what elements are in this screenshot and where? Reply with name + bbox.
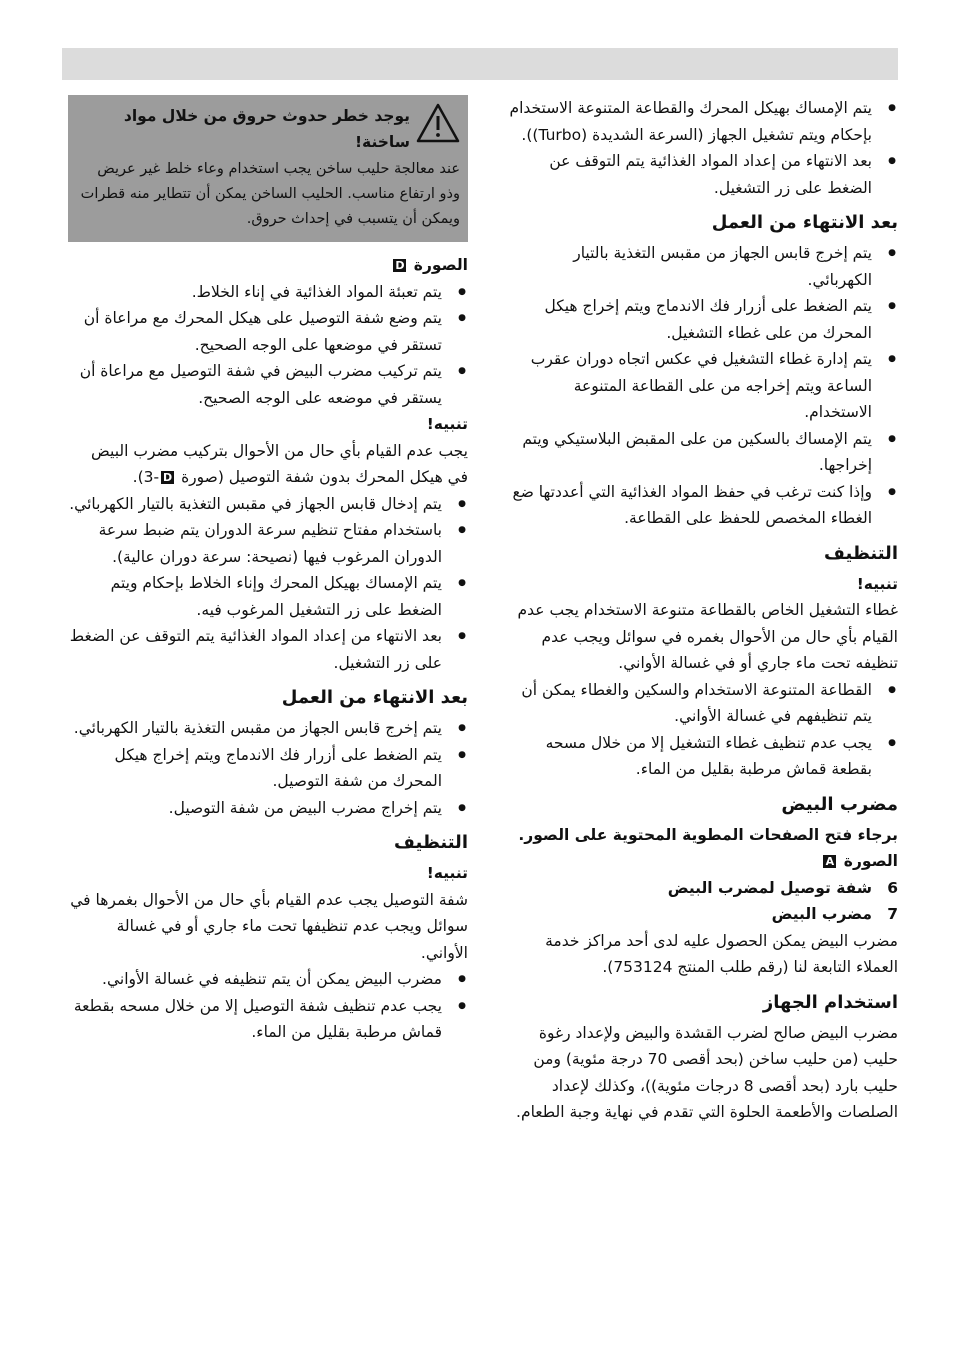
list-item: ● بعد الانتهاء من إعداد المواد الغذائية يتم التوقف عن الضغط على زر التشغيل. [68,623,468,676]
list-item: ● يتم إدخال قابس الجهاز في مقبس التغذية بالتيار الكهربائي. [68,491,468,518]
list-item: ● يجب عدم تنظيف شفة التوصيل إلا من خلال مسحه بقطعة قماش مرطبة بقليل من الماء. [68,993,468,1046]
caution-label: تنبيه! [426,415,468,433]
list-item: ● بعد الانتهاء من إعداد المواد الغذائية يتم التوقف عن الضغط على زر التشغيل. [506,148,898,201]
whisk-text: مضرب البيض يمكن الحصول عليه لدى أحد مراكز خدمة العملاء التابعة لنا (رقم طلب المنتج 753124). [545,931,898,976]
steps-bullets-b [68,491,468,677]
list-item: ● مضرب البيض يمكن أن يتم تنظيفه في غسالة الأواني. [68,966,468,993]
part-number: 6 [887,878,898,897]
list-item: ● يتم الضغط على أزرار فك الاندماج ويتم إخراج هيكل المحرك من على غطاء التشغيل. [506,293,898,346]
warning-header [76,103,460,155]
cleaning-bullets [68,966,468,1046]
list-item: ● يتم تركيب مضرب البيض في شفة التوصيل مع مراعاة أن يستقر في موضعه على الوجه الصحيح. [68,358,468,411]
list-item: ● يتم الإمساك بالسكين من على المقبض البلاستيكي ويتم إخراجها. [506,426,898,479]
figure-letter-icon: A [823,855,836,868]
warning-triangle-icon [416,103,460,143]
warning-title: يوجد خطر حدوث حروق من خلال مواد ساخنة! [123,107,410,151]
list-item: ● يتم الإمساك بهيكل المحرك والقطاعة المتنوعة الاستخدام بإحكام ويتم تشغيل الجهاز (السرعة الشديدة (Turbo)). [506,95,898,148]
part-text: شفة توصيل لمضرب البيض [667,878,872,897]
list-item: ● يتم الضغط على أزرار فك الاندماج ويتم إخراج هيكل المحرك من شفة التوصيل. [68,742,468,795]
warning-text: عند معالجة حليب ساخن يجب استخدام وعاء خلط غير عريض وذو ارتفاع مناسب. الحليب الساخن يمكن أن تتطاير منه قطرات ويمكن أن يتسبب في إحداث حروق. [80,161,460,227]
list-item: ● يجب عدم تنظيف غطاء التشغيل إلا من خلال مسحه بقطعة قماش مرطبة بقليل من الماء. [506,730,898,783]
steps-bullets-a [68,279,468,412]
section-heading-cleaning: التنظيف [394,832,468,853]
part-item [506,901,898,928]
list-item: ● يتم تعبئة المواد الغذائية في إناء الخلاط. [68,279,468,306]
list-item: ● يتم إخرج قابس الجهاز من مقبس التغذية بالتيار الكهربائي. [506,240,898,293]
list-item: ● باستخدام مفتاح تنظيم سرعة الدوران يتم ضبط سرعة الدوران المرغوب فيها (نصيحة: سرعة دوران عالية). [68,517,468,570]
figure-letter-icon: D [163,471,173,484]
caution-text [68,438,468,491]
caution-text-main: يجب عدم القيام بأي حال من الأحوال بتركيب مضرب البيض في هيكل المحرك بدون شفة التوصيل (صورة [91,441,468,486]
section-heading-usage: استخدام الجهاز [762,991,898,1013]
usage-text: مضرب البيض صالح لضرب القشدة والبيض ولإعداد رغوة حليب (من حليب ساخن (بحد أقصى 70 درجة مئوية) ومن حليب بارد (بحد أقصى 8 درجات مئوية))، وكذلك لإعداد الصلصات والأطعمة الحلوة التي تقدم في نهاية وجبة الطعام. [516,1023,898,1121]
after-work-bullets [506,240,898,532]
section-heading-whisk: مضرب البيض [781,793,898,815]
list-item: ● القطاعة المتنوعة الاستخدام والسكين والغطاء يمكن أن يتم تنظيفهم في غسالة الأواني. [506,677,898,730]
caution-ref: -3). [132,468,160,486]
section-heading-after-work: بعد الانتهاء من العمل [711,212,898,233]
part-text: مضرب البيض [771,905,872,923]
part-item [506,875,898,902]
fold-note: برجاء فتح الصفحات المطوية المحتوية على الصور. [518,825,898,844]
warning-box [68,95,468,242]
list-item: ● يتم وضع شفة التوصيل على هيكل المحرك مع مراعاة أن تستقر في موضعها على الوجه الصحيح. [68,305,468,358]
cleaning-text: غطاء التشغيل الخاص بالقطاعة متنوعة الاستخدام يجب عدم القيام بأي حال من الأحوال بغمره في سوائل ويجب عدم تنظيفه تحت ماء جاري أو في غسالة الأواني. [517,601,898,672]
left-column [68,95,468,1046]
section-heading-after-work: بعد الانتهاء من العمل [281,687,468,708]
list-item: ● يتم إخراج مضرب البيض من شفة التوصيل. [68,795,468,822]
figure-label-text: الصورة [843,852,898,870]
intro-bullets [506,95,898,201]
figure-letter-icon: D [395,259,405,272]
after-work-bullets [68,715,468,821]
list-item: ● يتم إخرج قابس الجهاز من مقبس التغذية بالتيار الكهربائي. [68,715,468,742]
header-bar [62,48,898,80]
cleaning-bullets [506,677,898,783]
caution-label: تنبيه! [856,574,898,593]
right-column [506,95,898,1126]
figure-label [68,252,468,279]
figure-label [506,848,898,875]
figure-label-text: الصورة [413,256,468,274]
part-number: 7 [887,905,898,923]
list-item: ● يتم إدارة غطاء التشغيل في عكس اتجاه دوران عقرب الساعة ويتم إخراجه من على القطاعة المتنوعة الاستخدام. [506,346,898,426]
list-item: ● يتم الإمساك بهيكل المحرك وإناء الخلاط بإحكام ويتم الضغط على زر التشغيل المرغوب فيه. [68,570,468,623]
list-item: ● وإذا كنت ترغب في حفظ المواد الغذائية التي أعددتها ضع الغطاء المخصص للحفظ على القطاعة. [506,479,898,532]
caution-label: تنبيه! [426,864,468,882]
cleaning-text: شفة التوصيل يجب عدم القيام بأي حال من الأحوال بغمرها في سوائل ويجب عدم تنظيفها تحت ماء جاري أو في غسالة الأواني. [70,890,468,962]
section-heading-cleaning: التنظيف [824,542,898,564]
